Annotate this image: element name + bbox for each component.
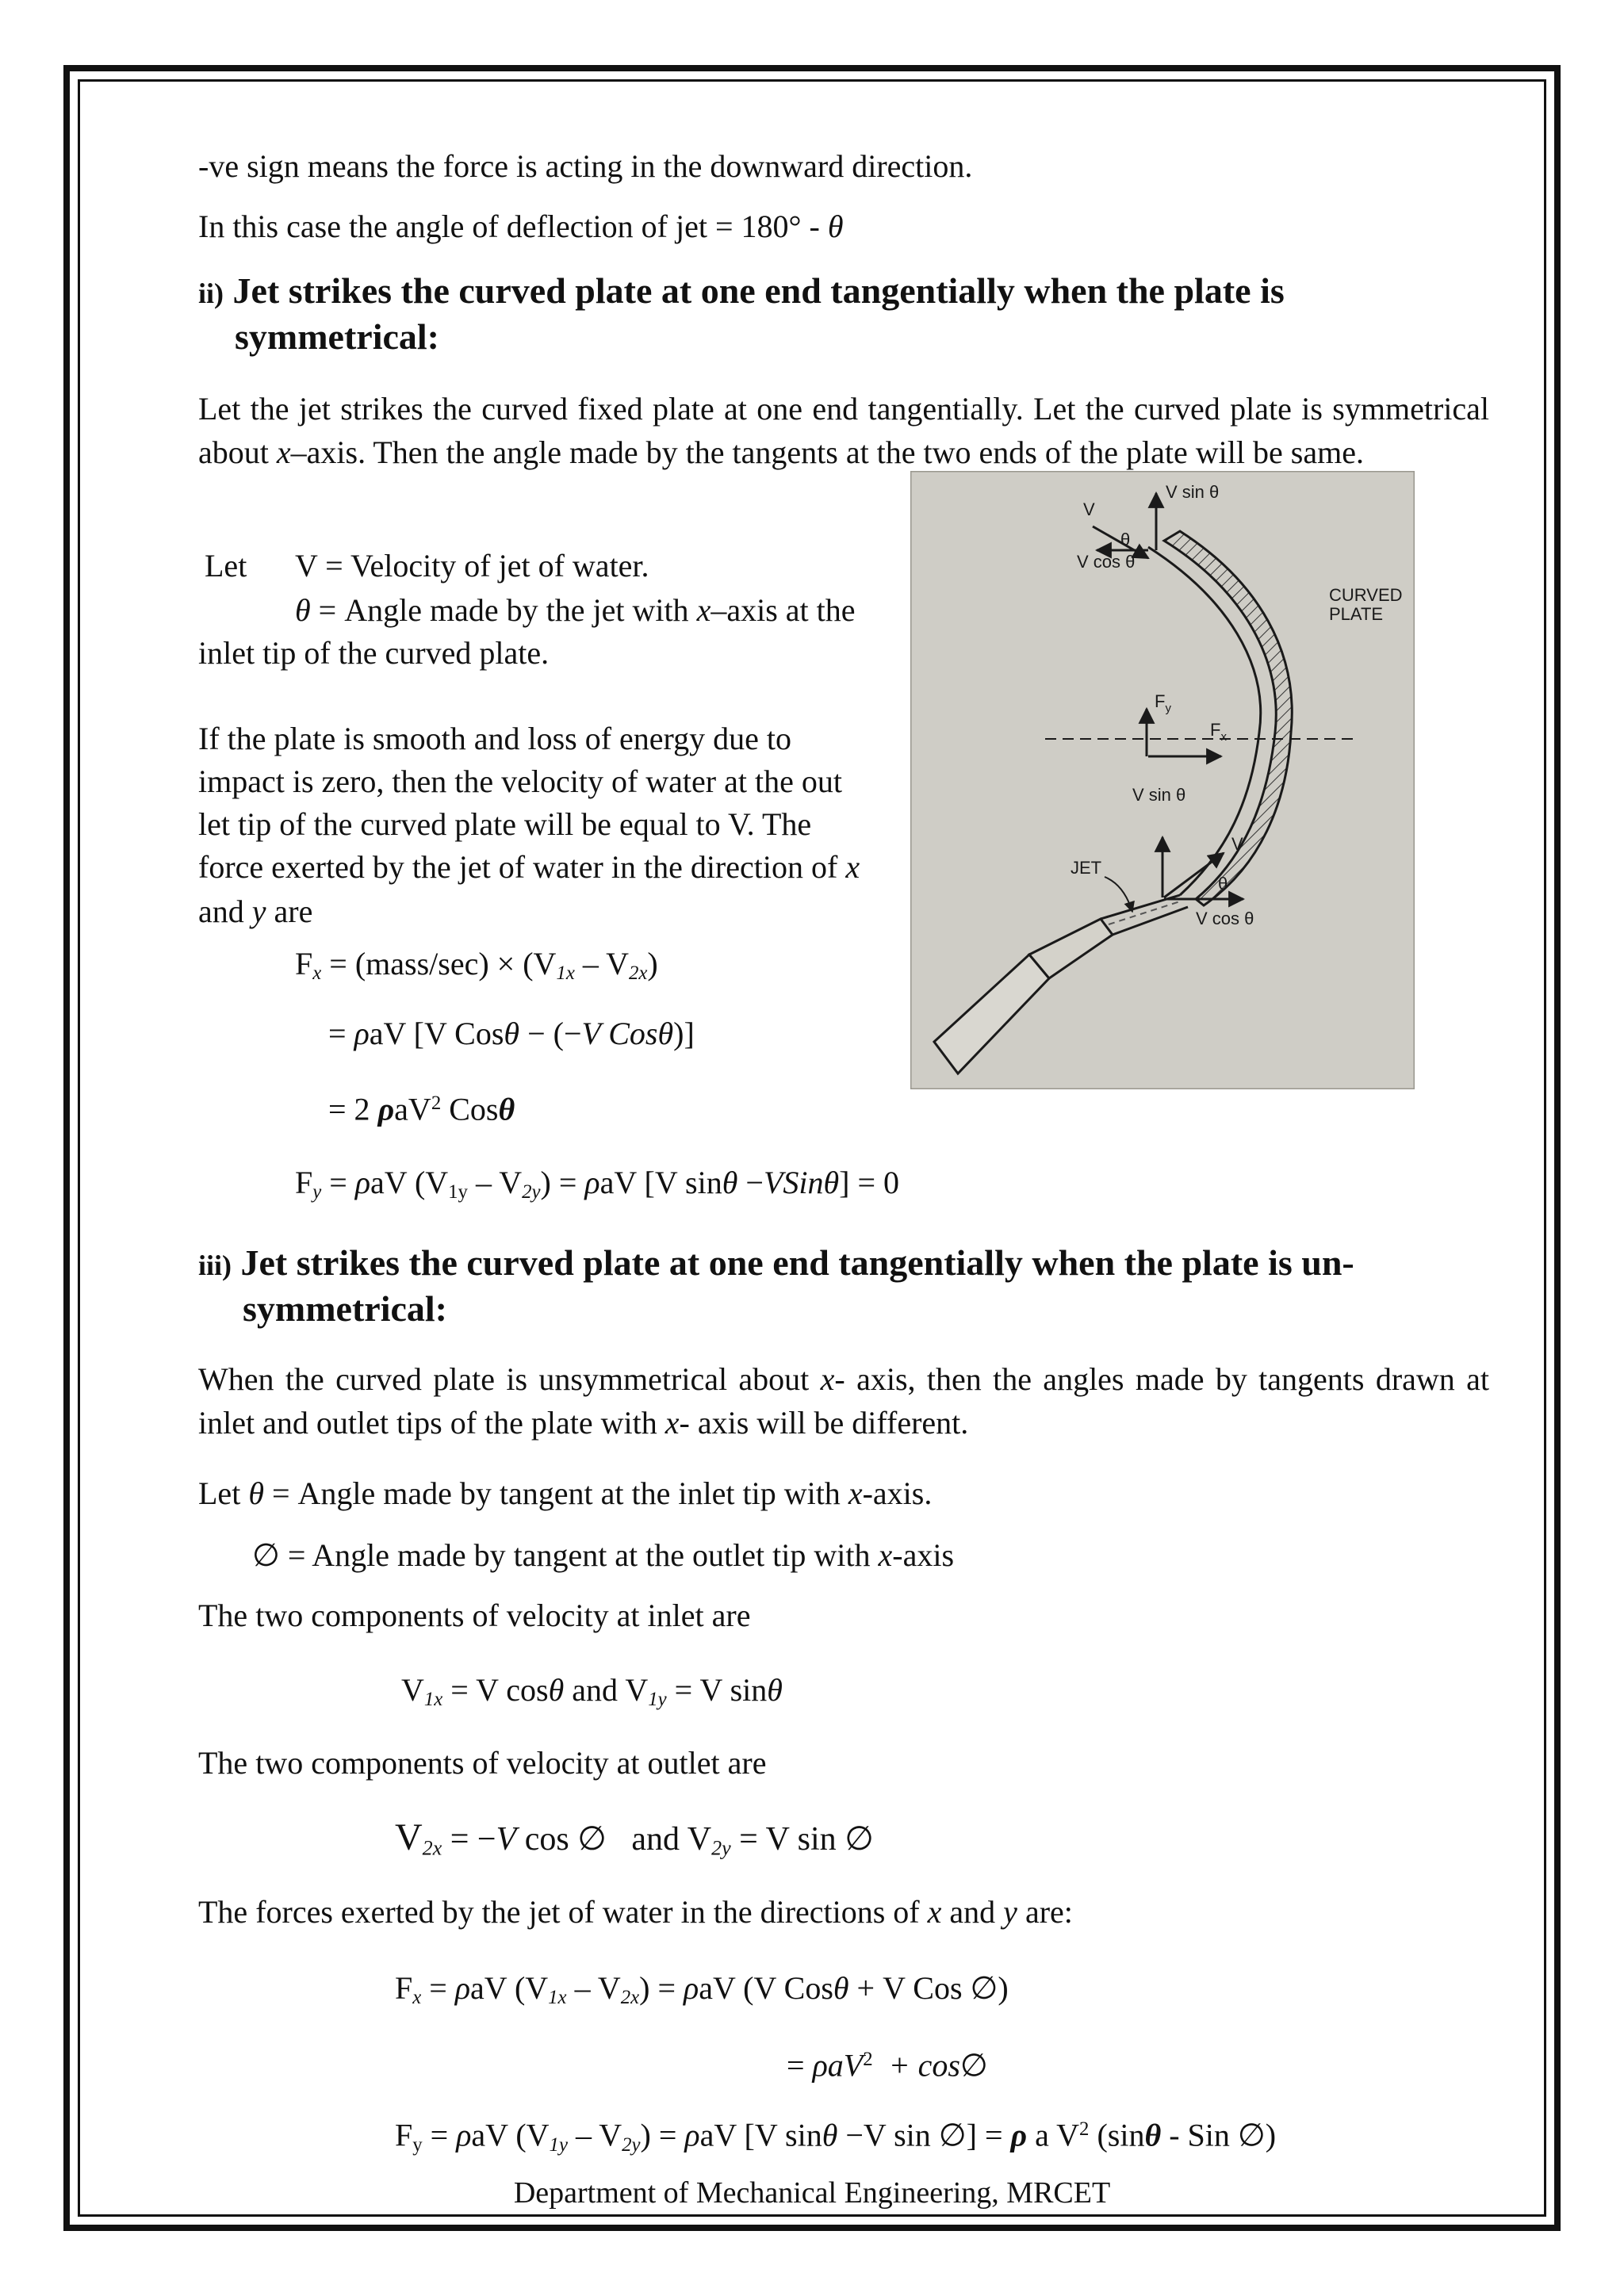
page-footer: Department of Mechanical Engineering, MRCET (513, 2176, 1111, 2210)
fig-label-theta-top: θ (1120, 530, 1131, 549)
eq-inlet-components: $V_{1x} = V$ cosθ and $V_{1y} = V$ sinθ (401, 1672, 783, 1711)
fig-label-v-top: V (1083, 499, 1095, 519)
section-iii-heading: iii) Jet strikes the curved plate at one end tangentially when the plate is un- (198, 1242, 1354, 1283)
eq-fx-unsym-result: = ρaV$^2$ + cos∅ (787, 2047, 988, 2084)
eq-outlet-components: $V_{2x} = -V$ cos ∅ and $V_{2y} = V$ sin ∅ (395, 1816, 874, 1860)
let-word: Let (205, 548, 247, 584)
curved-plate-figure (910, 471, 1415, 1089)
inlet-components-text: The two components of velocity at inlet are (198, 1598, 751, 1633)
fig-label-jet: JET (1071, 858, 1102, 878)
para2-line4: force exerted by the jet of water in the direction of x (198, 849, 860, 885)
fig-label-plate: PLATE (1329, 604, 1384, 624)
para2-line1: If the plate is smooth and loss of energy due to (198, 721, 792, 756)
eq-fy: $F_y = \rho aV$ $(V_{1y} - V_{2y}) = \rho aV$ [V sinθ −VSinθ] = 0 (295, 1165, 900, 1203)
fig-label-fx: $F_x$ (1210, 720, 1227, 744)
let-phi-line: ∅ = Angle made by tangent at the outlet tip with x-axis (252, 1537, 955, 1573)
eq-fx-result: = 2 ρaV$^2$ Cosθ (328, 1091, 515, 1127)
section-ii-heading-cont: symmetrical: (235, 316, 439, 357)
eq-fx-expand: = ρaV [V Cosθ − (−V Cosθ)] (328, 1016, 695, 1051)
forces-text: The forces exerted by the jet of water in the directions of x and y are: (198, 1894, 1073, 1930)
section-ii-heading: ii) Jet strikes the curved plate at one end tangentially when the plate is (198, 270, 1285, 311)
fig-label-vsin-top: V sin θ (1166, 482, 1220, 502)
section-iii-para1: When the curved plate is unsymmetrical about x- axis, then the angles made by tangents drawn at inlet and outlet tips of the plate with x- axis will be different. (198, 1361, 1489, 1441)
fig-label-vsin-bottom: V sin θ (1132, 785, 1186, 805)
let-theta-line: Let θ = Angle made by tangent at the inlet tip with x-axis. (198, 1475, 933, 1511)
neg-sign-line: -ve sign means the force is acting in the downward direction. (198, 148, 973, 184)
let-theta-def-cont: inlet tip of the curved plate. (198, 635, 550, 671)
para2-line3: let tip of the curved plate will be equal to V. The (198, 806, 812, 842)
eq-fx-mass: $F_x$ = (mass/sec) × $(V_{1x} - V_{2x})$ (295, 946, 658, 985)
section-iii-heading-cont: symmetrical: (243, 1288, 447, 1329)
deflection-line: In this case the angle of deflection of jet = 180° - θ (198, 209, 844, 244)
section-ii-para1: Let the jet strikes the curved fixed plate at one end tangentially. Let the curved plate is symmetrical about x–axis. Then the angle made by the tangents at the two ends of the plate will be same. (198, 391, 1489, 470)
para2-line2: impact is zero, then the velocity of water at the out (198, 763, 842, 799)
let-v-def: V = Velocity of jet of water. (295, 548, 649, 584)
fig-label-v-bottom: V (1231, 834, 1243, 854)
fig-label-theta-bottom: θ (1218, 874, 1228, 894)
let-theta-def: θ = Angle made by the jet with x–axis at the (295, 592, 856, 628)
eq-fy-unsym: $F_y = \rho aV$ $(V_{1y} - V_{2y}) = \rho aV$ [V sinθ −V sin ∅] = ρ a $V^2$ (sinθ - Sin ∅) (395, 2117, 1277, 2156)
fig-label-curved: CURVED (1329, 585, 1403, 605)
outlet-components-text: The two components of velocity at outlet are (198, 1745, 767, 1781)
fig-label-vcos-bottom: V cos θ (1196, 909, 1254, 928)
eq-fx-unsym: $F_x = \rho aV$ $(V_{1x} - V_{2x}) = \rho aV$ (V Cosθ + V Cos ∅) (395, 1970, 1009, 2009)
para2-line5: and y are (198, 894, 313, 929)
fig-label-fy: $F_y$ (1155, 691, 1171, 715)
fig-label-vcos-top: V cos θ (1077, 552, 1136, 572)
